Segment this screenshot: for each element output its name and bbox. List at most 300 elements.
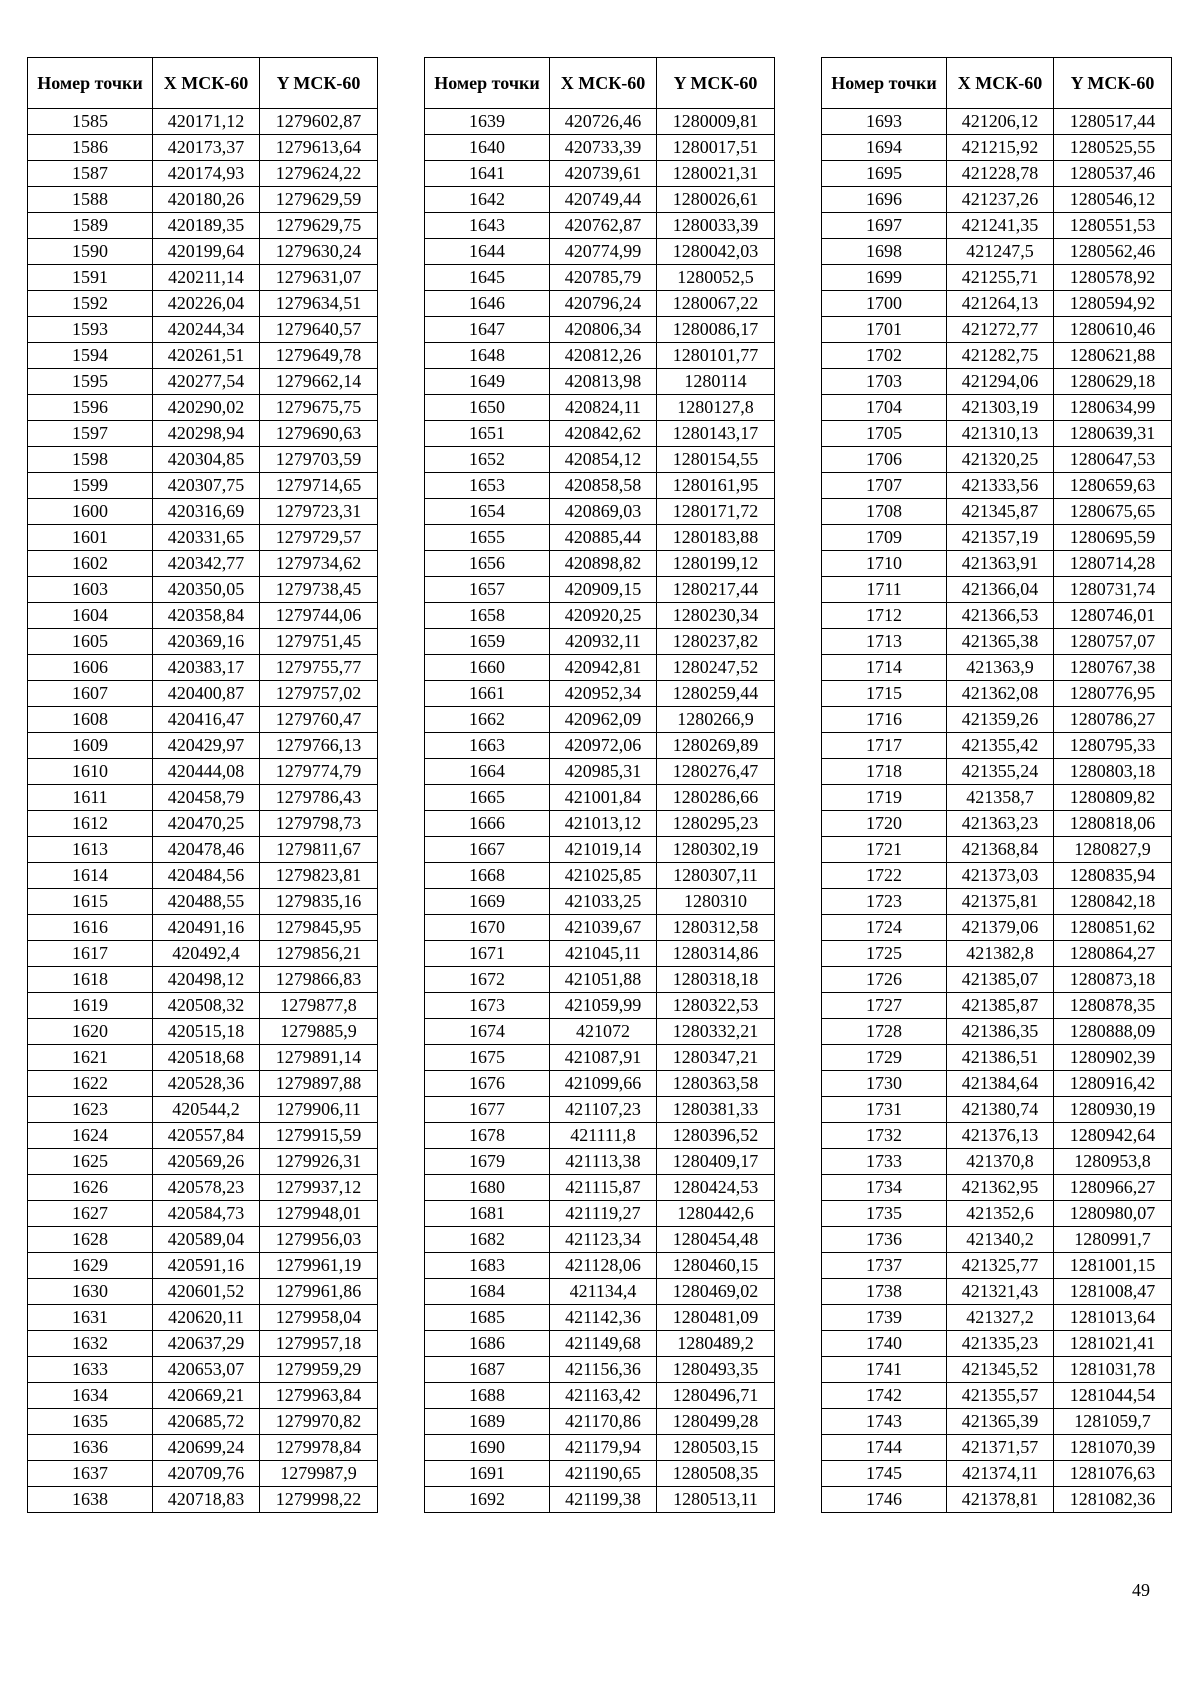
table-row [822,941,1172,967]
point-number-cell: 1724 [822,915,947,941]
table-row [28,1071,378,1097]
y-coordinate-cell: 1280930,19 [1054,1097,1172,1123]
x-coordinate-cell: 420358,84 [153,603,260,629]
point-number-cell: 1605 [28,629,153,655]
point-number-cell: 1613 [28,837,153,863]
table-row [822,603,1172,629]
y-coordinate-cell: 1279998,22 [260,1487,378,1513]
point-number-cell: 1629 [28,1253,153,1279]
y-coordinate-cell: 1280314,86 [657,941,775,967]
point-number-cell: 1592 [28,291,153,317]
point-number-cell: 1709 [822,525,947,551]
table-row [425,941,775,967]
table-row [822,239,1172,265]
y-coordinate-cell: 1280409,17 [657,1149,775,1175]
y-coordinate-cell: 1280746,01 [1054,603,1172,629]
table-row [822,369,1172,395]
x-coordinate-cell: 420492,4 [153,941,260,967]
point-number-cell: 1653 [425,473,550,499]
x-coordinate-cell: 421374,11 [947,1461,1054,1487]
y-coordinate-cell: 1281082,36 [1054,1487,1172,1513]
y-coordinate-cell: 1279649,78 [260,343,378,369]
table-row [28,239,378,265]
x-coordinate-cell: 420470,25 [153,811,260,837]
point-number-cell: 1633 [28,1357,153,1383]
table-row [425,1227,775,1253]
table-row [425,1305,775,1331]
table-row [822,109,1172,135]
x-coordinate-cell: 420331,65 [153,525,260,551]
table-row [28,1435,378,1461]
header-y: Y МСК-60 [1054,58,1172,109]
table-row [28,213,378,239]
y-coordinate-cell: 1280639,31 [1054,421,1172,447]
x-coordinate-cell: 421241,35 [947,213,1054,239]
table-row [425,1097,775,1123]
x-coordinate-cell: 421373,03 [947,863,1054,889]
table-row [28,1305,378,1331]
table-row [425,499,775,525]
point-number-cell: 1737 [822,1253,947,1279]
y-coordinate-cell: 1280537,46 [1054,161,1172,187]
y-coordinate-cell: 1279891,14 [260,1045,378,1071]
x-coordinate-cell: 421385,87 [947,993,1054,1019]
y-coordinate-cell: 1279970,82 [260,1409,378,1435]
x-coordinate-cell: 421384,64 [947,1071,1054,1097]
x-coordinate-cell: 421019,14 [550,837,657,863]
table-row [822,681,1172,707]
point-number-cell: 1712 [822,603,947,629]
y-coordinate-cell: 1280818,06 [1054,811,1172,837]
table-row [425,1357,775,1383]
y-coordinate-cell: 1280888,09 [1054,1019,1172,1045]
x-coordinate-cell: 420591,16 [153,1253,260,1279]
x-coordinate-cell: 421359,26 [947,707,1054,733]
table-body [28,109,378,1513]
table-row [822,1227,1172,1253]
x-coordinate-cell: 420718,83 [153,1487,260,1513]
x-coordinate-cell: 420669,21 [153,1383,260,1409]
point-number-cell: 1652 [425,447,550,473]
y-coordinate-cell: 1280647,53 [1054,447,1172,473]
x-coordinate-cell: 421363,23 [947,811,1054,837]
x-coordinate-cell: 421107,23 [550,1097,657,1123]
point-number-cell: 1684 [425,1279,550,1305]
point-number-cell: 1687 [425,1357,550,1383]
point-number-cell: 1587 [28,161,153,187]
point-number-cell: 1705 [822,421,947,447]
table-row [425,1253,775,1279]
x-coordinate-cell: 420369,16 [153,629,260,655]
table-row [822,161,1172,187]
point-number-cell: 1743 [822,1409,947,1435]
point-number-cell: 1734 [822,1175,947,1201]
table-row [28,603,378,629]
point-number-cell: 1733 [822,1149,947,1175]
table-row [822,785,1172,811]
table-row [425,1019,775,1045]
table-row [28,655,378,681]
table-row [822,1019,1172,1045]
point-number-cell: 1717 [822,733,947,759]
x-coordinate-cell: 420277,54 [153,369,260,395]
x-coordinate-cell: 421352,6 [947,1201,1054,1227]
table-row [822,1279,1172,1305]
x-coordinate-cell: 421386,51 [947,1045,1054,1071]
table-row [425,265,775,291]
x-coordinate-cell: 421247,5 [947,239,1054,265]
point-number-cell: 1660 [425,655,550,681]
x-coordinate-cell: 421366,53 [947,603,1054,629]
point-number-cell: 1591 [28,265,153,291]
point-number-cell: 1713 [822,629,947,655]
point-number-cell: 1645 [425,265,550,291]
point-number-cell: 1683 [425,1253,550,1279]
x-coordinate-cell: 421368,84 [947,837,1054,863]
x-coordinate-cell: 420189,35 [153,213,260,239]
y-coordinate-cell: 1279956,03 [260,1227,378,1253]
y-coordinate-cell: 1279760,47 [260,707,378,733]
y-coordinate-cell: 1279766,13 [260,733,378,759]
page-number: 49 [1132,1580,1150,1600]
x-coordinate-cell: 420290,02 [153,395,260,421]
x-coordinate-cell: 420942,81 [550,655,657,681]
y-coordinate-cell: 1279957,18 [260,1331,378,1357]
table-row [28,941,378,967]
y-coordinate-cell: 1280776,95 [1054,681,1172,707]
y-coordinate-cell: 1280302,19 [657,837,775,863]
y-coordinate-cell: 1279714,65 [260,473,378,499]
table-header-row [425,58,775,109]
table-row [425,889,775,915]
y-coordinate-cell: 1281059,7 [1054,1409,1172,1435]
table-row [28,395,378,421]
table-row [822,265,1172,291]
y-coordinate-cell: 1279675,75 [260,395,378,421]
table-row [822,759,1172,785]
table-row [28,1487,378,1513]
table-row [28,837,378,863]
point-number-cell: 1669 [425,889,550,915]
y-coordinate-cell: 1279906,11 [260,1097,378,1123]
point-number-cell: 1696 [822,187,947,213]
x-coordinate-cell: 421363,91 [947,551,1054,577]
y-coordinate-cell: 1279602,87 [260,109,378,135]
y-coordinate-cell: 1279866,83 [260,967,378,993]
header-y: Y МСК-60 [260,58,378,109]
table-row [28,1201,378,1227]
y-coordinate-cell: 1280101,77 [657,343,775,369]
table-row [425,551,775,577]
x-coordinate-cell: 420199,64 [153,239,260,265]
point-number-cell: 1690 [425,1435,550,1461]
point-number-cell: 1680 [425,1175,550,1201]
point-number-cell: 1647 [425,317,550,343]
table-row [822,1149,1172,1175]
y-coordinate-cell: 1281001,15 [1054,1253,1172,1279]
y-coordinate-cell: 1279744,06 [260,603,378,629]
table-row [28,473,378,499]
point-number-cell: 1725 [822,941,947,967]
table-row [425,603,775,629]
table-row [28,889,378,915]
point-number-cell: 1665 [425,785,550,811]
y-coordinate-cell: 1279897,88 [260,1071,378,1097]
y-coordinate-cell: 1280307,11 [657,863,775,889]
y-coordinate-cell: 1279786,43 [260,785,378,811]
table-row [425,759,775,785]
point-number-cell: 1634 [28,1383,153,1409]
table-row [822,733,1172,759]
point-number-cell: 1738 [822,1279,947,1305]
y-coordinate-cell: 1280318,18 [657,967,775,993]
x-coordinate-cell: 421345,52 [947,1357,1054,1383]
y-coordinate-cell: 1280067,22 [657,291,775,317]
y-coordinate-cell: 1280286,66 [657,785,775,811]
point-number-cell: 1590 [28,239,153,265]
x-coordinate-cell: 420429,97 [153,733,260,759]
x-coordinate-cell: 421059,99 [550,993,657,1019]
table-row [28,1175,378,1201]
point-number-cell: 1627 [28,1201,153,1227]
x-coordinate-cell: 421039,67 [550,915,657,941]
y-coordinate-cell: 1279629,75 [260,213,378,239]
x-coordinate-cell: 421215,92 [947,135,1054,161]
table-row [28,499,378,525]
point-number-cell: 1622 [28,1071,153,1097]
table-row [822,837,1172,863]
coordinates-table-3 [821,57,1172,1513]
table-row [822,1435,1172,1461]
point-number-cell: 1624 [28,1123,153,1149]
table-row [425,681,775,707]
x-coordinate-cell: 421363,9 [947,655,1054,681]
y-coordinate-cell: 1280259,44 [657,681,775,707]
x-coordinate-cell: 421378,81 [947,1487,1054,1513]
coordinates-table-1 [27,57,378,1513]
table-row [28,733,378,759]
x-coordinate-cell: 420304,85 [153,447,260,473]
table-row [822,1201,1172,1227]
y-coordinate-cell: 1279630,24 [260,239,378,265]
x-coordinate-cell: 420569,26 [153,1149,260,1175]
point-number-cell: 1628 [28,1227,153,1253]
x-coordinate-cell: 421327,2 [947,1305,1054,1331]
table-row [28,109,378,135]
y-coordinate-cell: 1280634,99 [1054,395,1172,421]
x-coordinate-cell: 420416,47 [153,707,260,733]
point-number-cell: 1648 [425,343,550,369]
point-number-cell: 1646 [425,291,550,317]
point-number-cell: 1650 [425,395,550,421]
x-coordinate-cell: 421382,8 [947,941,1054,967]
y-coordinate-cell: 1280864,27 [1054,941,1172,967]
table-row [425,1331,775,1357]
x-coordinate-cell: 421190,65 [550,1461,657,1487]
y-coordinate-cell: 1280312,58 [657,915,775,941]
table-row [425,1123,775,1149]
point-number-cell: 1682 [425,1227,550,1253]
x-coordinate-cell: 420298,94 [153,421,260,447]
point-number-cell: 1716 [822,707,947,733]
y-coordinate-cell: 1280525,55 [1054,135,1172,161]
point-number-cell: 1666 [425,811,550,837]
point-number-cell: 1585 [28,109,153,135]
point-number-cell: 1668 [425,863,550,889]
point-number-cell: 1649 [425,369,550,395]
table-row [28,785,378,811]
x-coordinate-cell: 421375,81 [947,889,1054,915]
point-number-cell: 1640 [425,135,550,161]
point-number-cell: 1710 [822,551,947,577]
table-row [28,525,378,551]
y-coordinate-cell: 1279798,73 [260,811,378,837]
y-coordinate-cell: 1279662,14 [260,369,378,395]
x-coordinate-cell: 420173,37 [153,135,260,161]
table-row [28,967,378,993]
point-number-cell: 1729 [822,1045,947,1071]
point-number-cell: 1661 [425,681,550,707]
y-coordinate-cell: 1279631,07 [260,265,378,291]
y-coordinate-cell: 1280902,39 [1054,1045,1172,1071]
table-row [28,1227,378,1253]
table-row [822,473,1172,499]
y-coordinate-cell: 1280424,53 [657,1175,775,1201]
table-row [822,421,1172,447]
point-number-cell: 1728 [822,1019,947,1045]
point-number-cell: 1588 [28,187,153,213]
point-number-cell: 1706 [822,447,947,473]
x-coordinate-cell: 421365,39 [947,1409,1054,1435]
y-coordinate-cell: 1280269,89 [657,733,775,759]
y-coordinate-cell: 1280154,55 [657,447,775,473]
point-number-cell: 1678 [425,1123,550,1149]
x-coordinate-cell: 421358,7 [947,785,1054,811]
point-number-cell: 1612 [28,811,153,837]
y-coordinate-cell: 1279634,51 [260,291,378,317]
point-number-cell: 1606 [28,655,153,681]
table-row [28,1097,378,1123]
x-coordinate-cell: 420749,44 [550,187,657,213]
table-body [425,109,775,1513]
table-row [822,1045,1172,1071]
table-row [425,525,775,551]
header-point-number: Номер точки [822,58,947,109]
table-row [822,811,1172,837]
table-row [425,967,775,993]
point-number-cell: 1586 [28,135,153,161]
y-coordinate-cell: 1280942,64 [1054,1123,1172,1149]
header-x: X МСК-60 [153,58,260,109]
y-coordinate-cell: 1280714,28 [1054,551,1172,577]
y-coordinate-cell: 1280594,92 [1054,291,1172,317]
table-row [425,629,775,655]
point-number-cell: 1670 [425,915,550,941]
table-row [425,317,775,343]
table-row [28,343,378,369]
x-coordinate-cell: 421355,57 [947,1383,1054,1409]
header-x: X МСК-60 [947,58,1054,109]
point-number-cell: 1740 [822,1331,947,1357]
point-number-cell: 1671 [425,941,550,967]
table-row [822,629,1172,655]
point-number-cell: 1630 [28,1279,153,1305]
x-coordinate-cell: 420858,58 [550,473,657,499]
x-coordinate-cell: 420211,14 [153,265,260,291]
y-coordinate-cell: 1280873,18 [1054,967,1172,993]
table-row [425,733,775,759]
x-coordinate-cell: 420726,46 [550,109,657,135]
y-coordinate-cell: 1280610,46 [1054,317,1172,343]
table-row [822,1357,1172,1383]
y-coordinate-cell: 1280851,62 [1054,915,1172,941]
table-row [28,1149,378,1175]
point-number-cell: 1701 [822,317,947,343]
point-number-cell: 1600 [28,499,153,525]
table-row [28,1461,378,1487]
y-coordinate-cell: 1280980,07 [1054,1201,1172,1227]
x-coordinate-cell: 420584,73 [153,1201,260,1227]
point-number-cell: 1693 [822,109,947,135]
x-coordinate-cell: 421272,77 [947,317,1054,343]
point-number-cell: 1656 [425,551,550,577]
point-number-cell: 1598 [28,447,153,473]
x-coordinate-cell: 420226,04 [153,291,260,317]
x-coordinate-cell: 420478,46 [153,837,260,863]
x-coordinate-cell: 421199,38 [550,1487,657,1513]
y-coordinate-cell: 1279915,59 [260,1123,378,1149]
table-row [28,291,378,317]
y-coordinate-cell: 1280469,02 [657,1279,775,1305]
x-coordinate-cell: 420498,12 [153,967,260,993]
y-coordinate-cell: 1280322,53 [657,993,775,1019]
table-row [28,421,378,447]
x-coordinate-cell: 420932,11 [550,629,657,655]
table-row [425,369,775,395]
table-row [425,1461,775,1487]
x-coordinate-cell: 421072 [550,1019,657,1045]
x-coordinate-cell: 421370,8 [947,1149,1054,1175]
y-coordinate-cell: 1280767,38 [1054,655,1172,681]
y-coordinate-cell: 1281076,63 [1054,1461,1172,1487]
point-number-cell: 1638 [28,1487,153,1513]
y-coordinate-cell: 1279629,59 [260,187,378,213]
point-number-cell: 1635 [28,1409,153,1435]
table-row [425,421,775,447]
x-coordinate-cell: 420316,69 [153,499,260,525]
point-number-cell: 1673 [425,993,550,1019]
x-coordinate-cell: 421366,04 [947,577,1054,603]
table-row [28,1331,378,1357]
x-coordinate-cell: 420962,09 [550,707,657,733]
x-coordinate-cell: 420244,34 [153,317,260,343]
header-x: X МСК-60 [550,58,657,109]
x-coordinate-cell: 420796,24 [550,291,657,317]
y-coordinate-cell: 1279823,81 [260,863,378,889]
y-coordinate-cell: 1280953,8 [1054,1149,1172,1175]
table-row [28,551,378,577]
x-coordinate-cell: 421087,91 [550,1045,657,1071]
x-coordinate-cell: 421123,34 [550,1227,657,1253]
table-row [822,993,1172,1019]
x-coordinate-cell: 420307,75 [153,473,260,499]
table-row [425,1383,775,1409]
table-row [425,291,775,317]
y-coordinate-cell: 1280546,12 [1054,187,1172,213]
y-coordinate-cell: 1280347,21 [657,1045,775,1071]
x-coordinate-cell: 420909,15 [550,577,657,603]
header-y: Y МСК-60 [657,58,775,109]
